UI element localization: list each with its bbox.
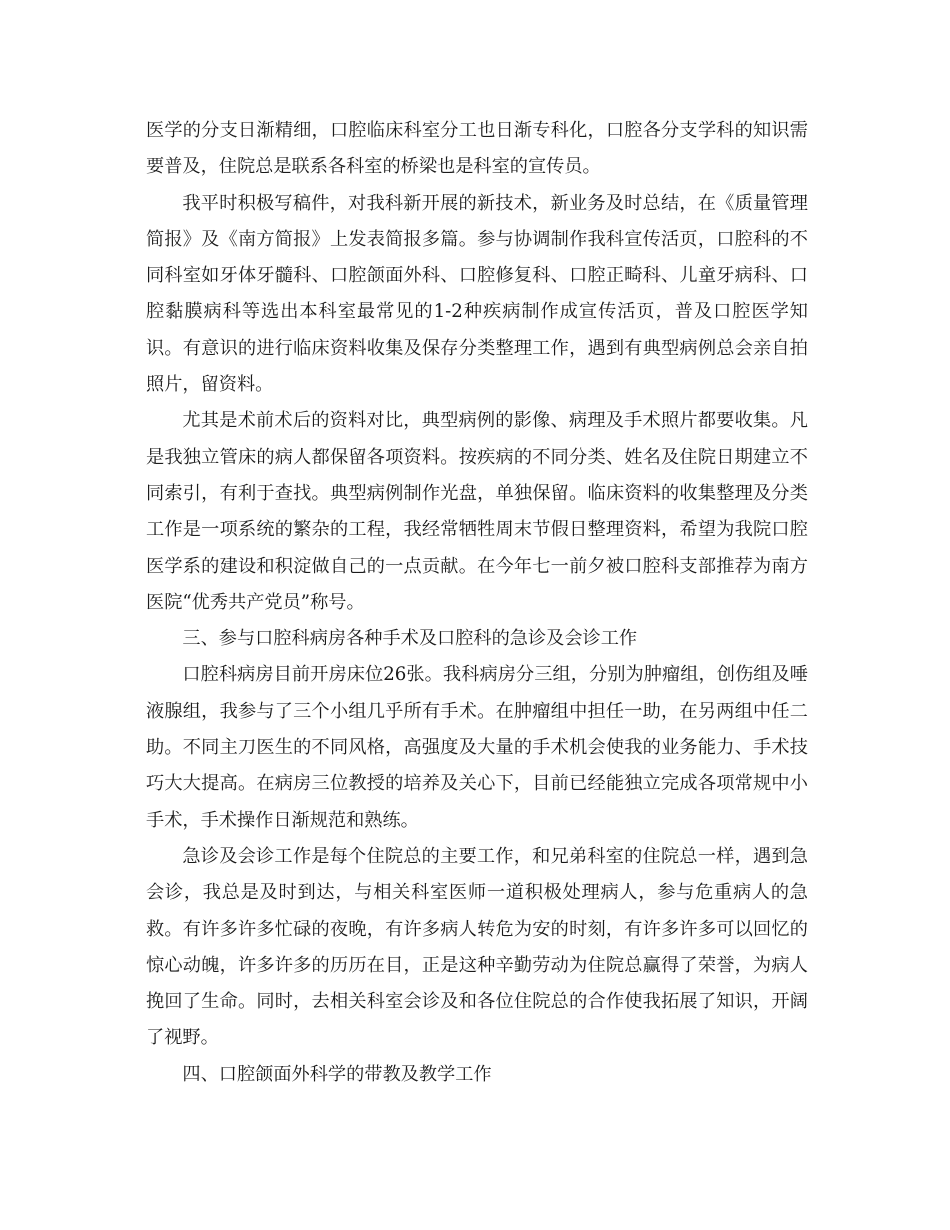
paragraph-4: 口腔科病房目前开房床位26张。我科病房分三组，分别为肿瘤组，创伤组及唾液腺组，我参与了三个小组几乎所有手术。在肿瘤组中担任一助，在另两组中任二助。不同主刀医生的不同风格，高强度及大量的手术机会使我的业务能力、手术技巧大大提高。在病房三位教授的培养及关心下，目前已经能独立完成各项常规中小手术，手术操作日渐规范和熟练。 — [146, 664, 808, 831]
paragraph-1: 医学的分支日渐精细，口腔临床科室分工也日渐专科化，口腔各分支学科的知识需要普及，住院总是联系各科室的桥梁也是科室的宣传员。 — [146, 120, 808, 178]
paragraph-3: 尤其是术前术后的资料对比，典型病例的影像、病理及手术照片都要收集。凡是我独立管床的病人都保留各项资料。按疾病的不同分类、姓名及住院日期建立不同索引，有利于查找。典型病例制作光盘，单独保留。临床资料的收集整理及分类工作是一项系统的繁杂的工程，我经常牺牲周末节假日整理资料，希望为我院口腔医学系的建设和积淀做自己的一点贡献。在今年七一前夕被口腔科支部推荐为南方医院“优秀共产党员”称号。 — [146, 410, 808, 613]
section-heading-3: 三、参与口腔科病房各种手术及口腔科的急诊及会诊工作 — [182, 628, 638, 650]
paragraph-2: 我平时积极写稿件，对我科新开展的新技术，新业务及时总结，在《质量管理简报》及《南方简报》上发表简报多篇。参与协调制作我科宣传活页，口腔科的不同科室如牙体牙髓科、口腔颌面外科、口腔修复科、口腔正畸科、儿童牙病科、口腔黏膜病科等选出本科室最常见的1-2种疾病制作成宣传活页，普及口腔医学知识。有意识的进行临床资料收集及保存分类整理工作，遇到有典型病例总会亲自拍照片，留资料。 — [146, 192, 808, 396]
document-body — [146, 113, 808, 1093]
paragraph-5: 急诊及会诊工作是每个住院总的主要工作，和兄弟科室的住院总一样，遇到急会诊，我总是及时到达，与相关科室医师一道积极处理病人，参与危重病人的急救。有许多许多忙碌的夜晚，有许多病人转危为安的时刻，有许多许多可以回忆的惊心动魄，许多许多的历历在目，正是这种辛勤劳动为住院总赢得了荣誉，为病人挽回了生命。同时，去相关科室会诊及和各位住院总的合作使我拓展了知识，开阔了视野。 — [146, 845, 808, 1049]
section-heading-4: 四、口腔颌面外科学的带教及教学工作 — [182, 1063, 492, 1085]
